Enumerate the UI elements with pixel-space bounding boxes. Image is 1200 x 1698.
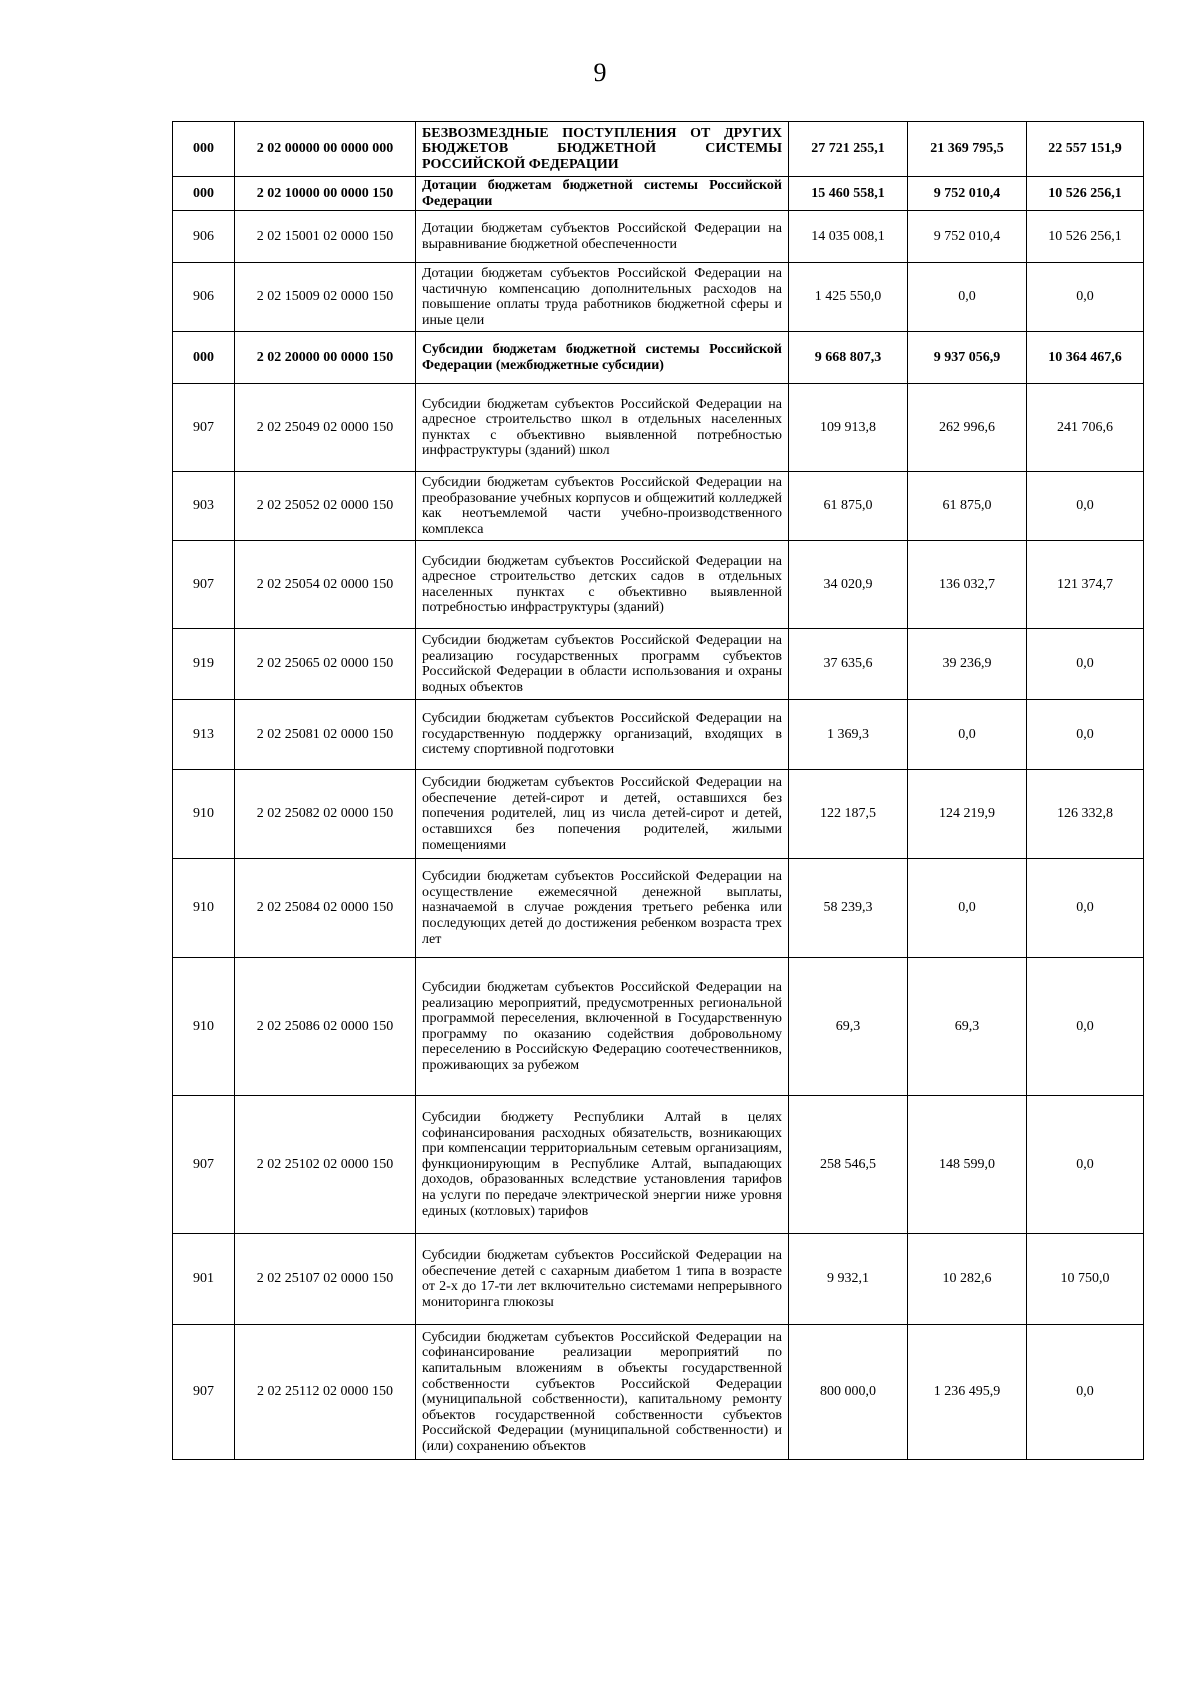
amount-year3-cell: 0,0 (1027, 629, 1144, 700)
amount-year1-cell: 69,3 (789, 958, 908, 1096)
revenue-name-cell: Субсидии бюджету Республики Алтай в целях софинансирования расходных обязательств, возникающих при компенсации территориальным сетевым организациям, функционирующим в Республике Алтай, выпадающих доходов, образованных вследствие установления тарифов на услуги по передаче электрической энергии ниже уровня единых (котловых) тарифов (416, 1096, 789, 1234)
admin-code-cell: 000 (173, 122, 235, 177)
page-number: 9 (593, 58, 607, 87)
classification-code-cell: 2 02 25112 02 0000 150 (235, 1325, 416, 1460)
table-row (173, 958, 1144, 1096)
classification-code-cell: 2 02 25082 02 0000 150 (235, 770, 416, 859)
revenue-name-cell: Субсидии бюджетам субъектов Российской Федерации на адресное строительство детских садов в отдельных населенных пунктах с объективно выявленной потребностью инфраструктуры (зданий) (416, 541, 789, 629)
table-row (173, 122, 1144, 177)
amount-year1-cell: 14 035 008,1 (789, 211, 908, 263)
revenue-name-cell: Субсидии бюджетам субъектов Российской Федерации на адресное строительство школ в отдельных населенных пунктах с объективно выявленной потребностью инфраструктуры (зданий) школ (416, 384, 789, 472)
amount-year1-cell: 34 020,9 (789, 541, 908, 629)
amount-year3-cell: 241 706,6 (1027, 384, 1144, 472)
revenue-name-cell: Субсидии бюджетам бюджетной системы Российской Федерации (межбюджетные субсидии) (416, 332, 789, 384)
amount-year1-cell: 15 460 558,1 (789, 177, 908, 211)
amount-year2-cell: 148 599,0 (908, 1096, 1027, 1234)
table-row (173, 332, 1144, 384)
amount-year3-cell: 121 374,7 (1027, 541, 1144, 629)
admin-code-cell: 000 (173, 177, 235, 211)
amount-year2-cell: 9 937 056,9 (908, 332, 1027, 384)
admin-code-cell: 910 (173, 859, 235, 958)
revenue-name-cell: Субсидии бюджетам субъектов Российской Федерации на обеспечение детей с сахарным диабетом 1 типа в возрасте от 2-х до 17-ти лет включительно системами непрерывного мониторинга глюкозы (416, 1234, 789, 1325)
amount-year3-cell: 0,0 (1027, 958, 1144, 1096)
amount-year2-cell: 262 996,6 (908, 384, 1027, 472)
classification-code-cell: 2 02 25084 02 0000 150 (235, 859, 416, 958)
admin-code-cell: 910 (173, 770, 235, 859)
amount-year1-cell: 9 932,1 (789, 1234, 908, 1325)
classification-code-cell: 2 02 25052 02 0000 150 (235, 472, 416, 541)
table-row (173, 211, 1144, 263)
revenue-table-body (173, 122, 1144, 1460)
amount-year2-cell: 9 752 010,4 (908, 177, 1027, 211)
table-row (173, 1234, 1144, 1325)
amount-year2-cell: 136 032,7 (908, 541, 1027, 629)
revenue-name-cell: Субсидии бюджетам субъектов Российской Федерации на осуществление ежемесячной денежной выплаты, назначаемой в случае рождения третьего ребенка или последующих детей до достижения ребенком возраста трех лет (416, 859, 789, 958)
revenue-name-cell: Субсидии бюджетам субъектов Российской Федерации на реализацию мероприятий, предусмотренных региональной программой переселения, включенной в Государственную программу по оказанию содействия добровольному переселению в Российскую Федерацию соотечественников, проживающих за рубежом (416, 958, 789, 1096)
admin-code-cell: 907 (173, 541, 235, 629)
amount-year2-cell: 0,0 (908, 700, 1027, 770)
amount-year3-cell: 0,0 (1027, 472, 1144, 541)
admin-code-cell: 907 (173, 384, 235, 472)
table-row (173, 859, 1144, 958)
amount-year1-cell: 258 546,5 (789, 1096, 908, 1234)
amount-year2-cell: 1 236 495,9 (908, 1325, 1027, 1460)
revenue-name-cell: Субсидии бюджетам субъектов Российской Федерации на софинансирование реализации мероприятий по капитальным вложениям в объекты государственной собственности субъектов Российской Федерации (муниципальной собственности), капитальному ремонту объектов государственной собственности субъектов Российской Федерации (муниципальной собственности) и (или) сохранению объектов (416, 1325, 789, 1460)
table-row (173, 263, 1144, 332)
admin-code-cell: 901 (173, 1234, 235, 1325)
table-row (173, 541, 1144, 629)
amount-year3-cell: 0,0 (1027, 1096, 1144, 1234)
amount-year3-cell: 0,0 (1027, 1325, 1144, 1460)
amount-year2-cell: 61 875,0 (908, 472, 1027, 541)
table-row (173, 384, 1144, 472)
revenue-name-cell: Субсидии бюджетам субъектов Российской Федерации на реализацию государственных программ субъектов Российской Федерации в области использования и охраны водных объектов (416, 629, 789, 700)
classification-code-cell: 2 02 25049 02 0000 150 (235, 384, 416, 472)
amount-year1-cell: 109 913,8 (789, 384, 908, 472)
amount-year3-cell: 10 526 256,1 (1027, 177, 1144, 211)
classification-code-cell: 2 02 25107 02 0000 150 (235, 1234, 416, 1325)
revenue-table (172, 121, 1144, 1460)
revenue-name-cell: Дотации бюджетам субъектов Российской Федерации на частичную компенсацию дополнительных расходов на повышение оплаты труда работников бюджетной сферы и иные цели (416, 263, 789, 332)
admin-code-cell: 919 (173, 629, 235, 700)
admin-code-cell: 903 (173, 472, 235, 541)
table-row (173, 629, 1144, 700)
amount-year1-cell: 800 000,0 (789, 1325, 908, 1460)
table-row (173, 1325, 1144, 1460)
table-row (173, 1096, 1144, 1234)
admin-code-cell: 910 (173, 958, 235, 1096)
revenue-name-cell: Дотации бюджетам субъектов Российской Федерации на выравнивание бюджетной обеспеченности (416, 211, 789, 263)
amount-year1-cell: 122 187,5 (789, 770, 908, 859)
amount-year1-cell: 9 668 807,3 (789, 332, 908, 384)
table-row (173, 700, 1144, 770)
classification-code-cell: 2 02 25065 02 0000 150 (235, 629, 416, 700)
admin-code-cell: 907 (173, 1096, 235, 1234)
classification-code-cell: 2 02 10000 00 0000 150 (235, 177, 416, 211)
revenue-name-cell: Дотации бюджетам бюджетной системы Российской Федерации (416, 177, 789, 211)
amount-year3-cell: 0,0 (1027, 700, 1144, 770)
amount-year3-cell: 126 332,8 (1027, 770, 1144, 859)
admin-code-cell: 906 (173, 211, 235, 263)
amount-year1-cell: 37 635,6 (789, 629, 908, 700)
revenue-name-cell: Субсидии бюджетам субъектов Российской Федерации на преобразование учебных корпусов и общежитий колледжей как неотъемлемой части учебно-производственного комплекса (416, 472, 789, 541)
amount-year2-cell: 69,3 (908, 958, 1027, 1096)
amount-year1-cell: 58 239,3 (789, 859, 908, 958)
revenue-name-cell: Субсидии бюджетам субъектов Российской Федерации на государственную поддержку организаций, входящих в систему спортивной подготовки (416, 700, 789, 770)
classification-code-cell: 2 02 00000 00 0000 000 (235, 122, 416, 177)
amount-year2-cell: 10 282,6 (908, 1234, 1027, 1325)
amount-year2-cell: 39 236,9 (908, 629, 1027, 700)
table-row (173, 177, 1144, 211)
amount-year2-cell: 21 369 795,5 (908, 122, 1027, 177)
classification-code-cell: 2 02 25086 02 0000 150 (235, 958, 416, 1096)
amount-year3-cell: 0,0 (1027, 859, 1144, 958)
amount-year2-cell: 0,0 (908, 859, 1027, 958)
amount-year1-cell: 27 721 255,1 (789, 122, 908, 177)
classification-code-cell: 2 02 25102 02 0000 150 (235, 1096, 416, 1234)
classification-code-cell: 2 02 15009 02 0000 150 (235, 263, 416, 332)
amount-year1-cell: 1 369,3 (789, 700, 908, 770)
revenue-name-cell: Субсидии бюджетам субъектов Российской Федерации на обеспечение детей-сирот и детей, оставшихся без попечения родителей, лиц из числа детей-сирот и детей, оставшихся без попечения родителей, жилыми помещениями (416, 770, 789, 859)
amount-year3-cell: 10 750,0 (1027, 1234, 1144, 1325)
admin-code-cell: 000 (173, 332, 235, 384)
admin-code-cell: 907 (173, 1325, 235, 1460)
revenue-name-cell: БЕЗВОЗМЕЗДНЫЕ ПОСТУПЛЕНИЯ ОТ ДРУГИХ БЮДЖЕТОВ БЮДЖЕТНОЙ СИСТЕМЫ РОССИЙСКОЙ ФЕДЕРАЦИИ (416, 122, 789, 177)
amount-year3-cell: 22 557 151,9 (1027, 122, 1144, 177)
classification-code-cell: 2 02 25054 02 0000 150 (235, 541, 416, 629)
classification-code-cell: 2 02 25081 02 0000 150 (235, 700, 416, 770)
table-row (173, 770, 1144, 859)
admin-code-cell: 906 (173, 263, 235, 332)
classification-code-cell: 2 02 15001 02 0000 150 (235, 211, 416, 263)
amount-year1-cell: 61 875,0 (789, 472, 908, 541)
amount-year3-cell: 0,0 (1027, 263, 1144, 332)
amount-year1-cell: 1 425 550,0 (789, 263, 908, 332)
amount-year2-cell: 0,0 (908, 263, 1027, 332)
classification-code-cell: 2 02 20000 00 0000 150 (235, 332, 416, 384)
amount-year3-cell: 10 526 256,1 (1027, 211, 1144, 263)
table-row (173, 472, 1144, 541)
admin-code-cell: 913 (173, 700, 235, 770)
amount-year2-cell: 9 752 010,4 (908, 211, 1027, 263)
amount-year3-cell: 10 364 467,6 (1027, 332, 1144, 384)
amount-year2-cell: 124 219,9 (908, 770, 1027, 859)
